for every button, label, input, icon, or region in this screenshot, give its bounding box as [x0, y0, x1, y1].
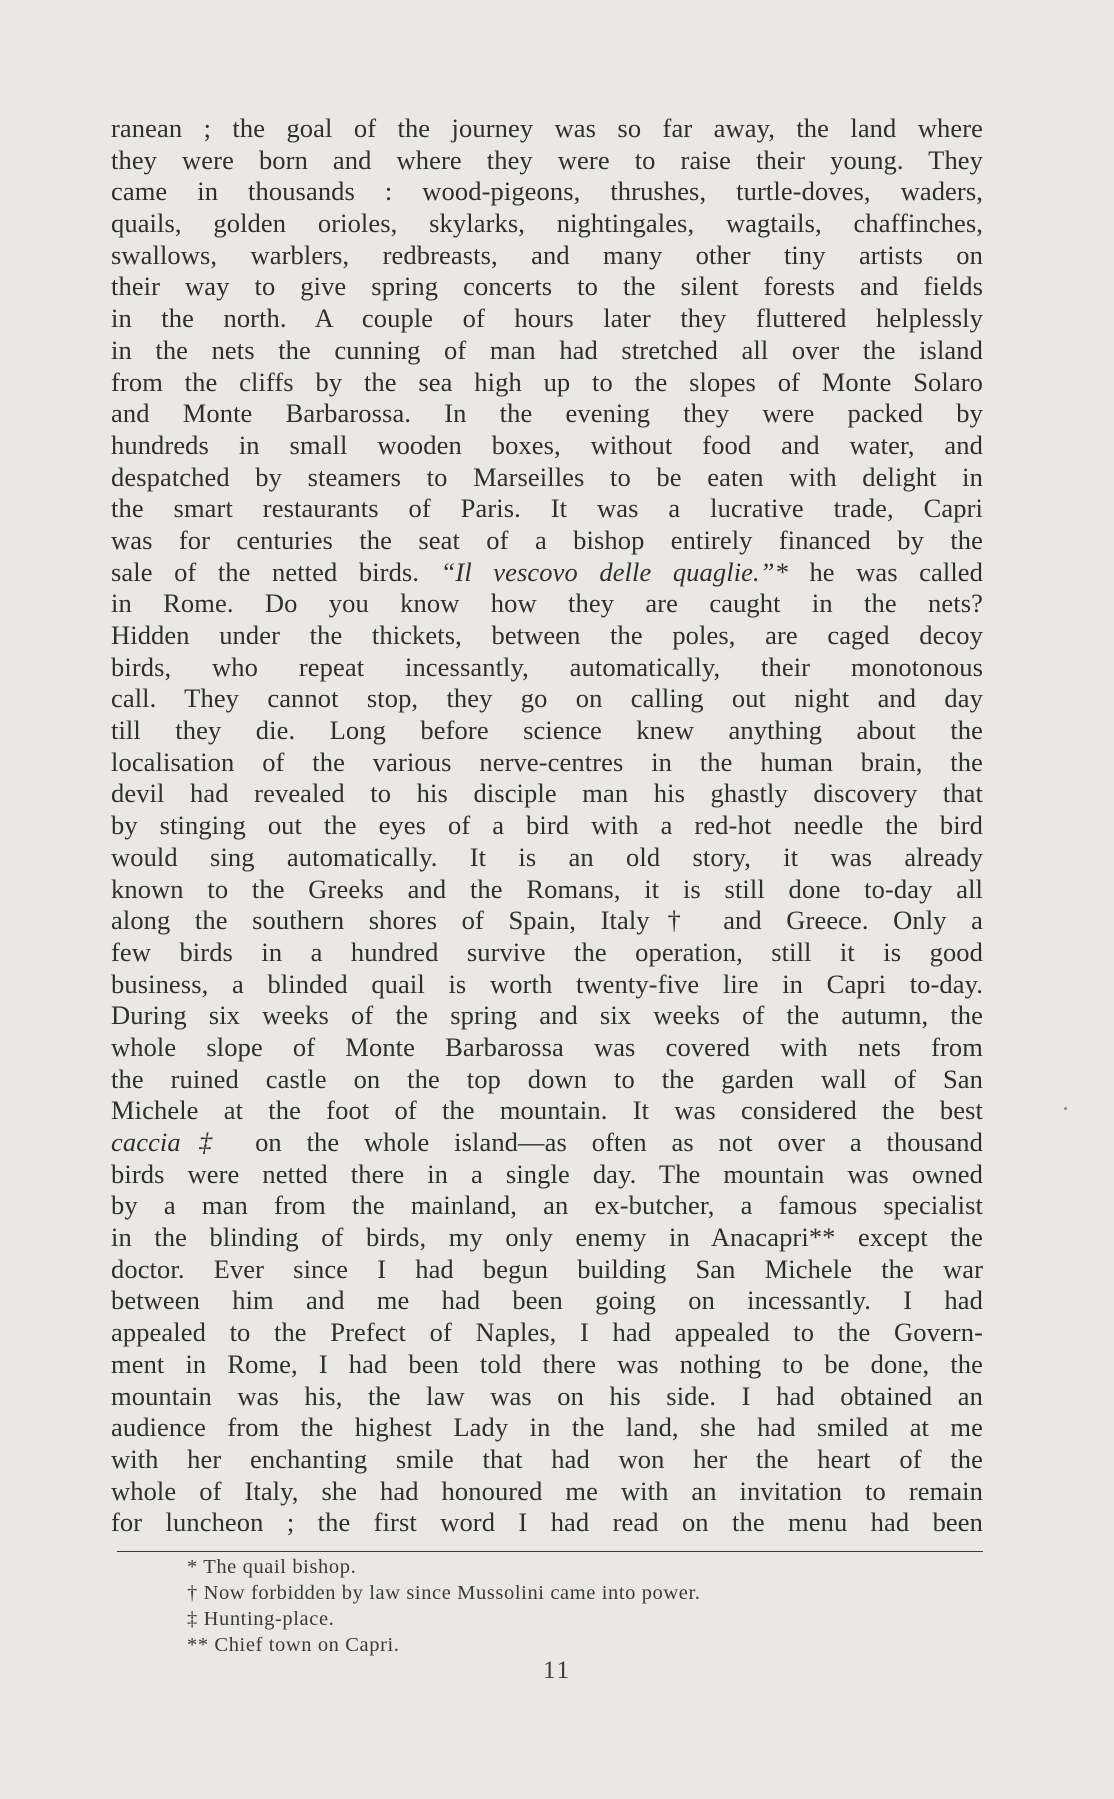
- text-fragment: he was called: [809, 556, 983, 587]
- italic-word: caccia‡: [111, 1127, 231, 1157]
- text-line: for luncheon ; the first word I had read on the menu had been: [111, 1507, 983, 1538]
- text-line: in the north. A couple of hours later they fluttered helplessly: [111, 303, 983, 334]
- text-line: their way to give spring concerts to the silent forests and fields: [111, 271, 983, 302]
- text-line: between him and me had been going on incessantly. I had: [111, 1285, 983, 1316]
- text-line: despatched by steamers to Marseilles to be eaten with delight in: [111, 461, 983, 492]
- text-line: few birds in a hundred survive the operation, still it is good: [111, 936, 983, 967]
- text-line: by a man from the mainland, an ex-butcher, a famous specialist: [111, 1190, 983, 1221]
- text-line: along the southern shores of Spain, Italy† and Greece. Only a: [111, 905, 983, 936]
- text-line: whole of Italy, she had honoured me with an invitation to remain: [111, 1475, 983, 1506]
- text-line: ranean ; the goal of the journey was so far away, the land where: [111, 113, 983, 143]
- footnote: ‡ Hunting-place.: [187, 1608, 335, 1630]
- text-fragment: on the whole island—as often as not over a thousand: [255, 1127, 983, 1157]
- page-number: 11: [542, 1657, 572, 1684]
- footnote: ** Chief town on Capri.: [187, 1634, 400, 1656]
- text-line: they were born and where they were to raise their young. They: [111, 144, 983, 175]
- text-line: would sing automatically. It is an old story, it was already: [111, 841, 983, 872]
- text-line: in the blinding of birds, my only enemy in Anacapri** except the: [111, 1222, 983, 1253]
- footnote-divider: [117, 1551, 983, 1552]
- text-line: till they die. Long before science knew anything about the: [111, 715, 983, 746]
- text-line: the smart restaurants of Paris. It was a lucrative trade, Capri: [111, 493, 983, 524]
- text-line: was for centuries the seat of a bishop entirely financed by the: [111, 524, 983, 555]
- paper-speck: [1064, 1107, 1067, 1110]
- text-line: quails, golden orioles, skylarks, nightingales, wagtails, chaffinches,: [111, 208, 983, 239]
- text-line: doctor. Ever since I had begun building San Michele the war: [111, 1253, 983, 1284]
- text-line: in Rome. Do you know how they are caught in the nets?: [111, 588, 983, 619]
- text-fragment: sale of the netted birds.: [111, 556, 420, 587]
- text-line: with her enchanting smile that had won her the heart of the: [111, 1443, 983, 1474]
- text-line: known to the Greeks and the Romans, it is still done to-day all: [111, 873, 983, 904]
- text-line: swallows, warblers, redbreasts, and many other tiny artists on: [111, 239, 983, 270]
- text-line-with-italic-quote: [111, 557, 983, 589]
- text-line: birds, who repeat incessantly, automatically, their monotonous: [111, 651, 983, 682]
- text-line: the ruined castle on the top down to the garden wall of San: [111, 1063, 983, 1094]
- text-line: During six weeks of the spring and six weeks of the autumn, the: [111, 1000, 983, 1031]
- text-line-with-italic-word: [111, 1127, 983, 1159]
- italic-quote: “Il vescovo delle quaglie.”*: [440, 556, 788, 587]
- text-line: whole slope of Monte Barbarossa was covered with nets from: [111, 1031, 983, 1062]
- text-line: mountain was his, the law was on his side. I had obtained an: [111, 1380, 983, 1411]
- footnote: † Now forbidden by law since Mussolini came into power.: [187, 1582, 701, 1604]
- text-line: devil had revealed to his disciple man his ghastly discovery that: [111, 778, 983, 809]
- text-line: by stinging out the eyes of a bird with a red-hot needle the bird: [111, 810, 983, 841]
- text-line: business, a blinded quail is worth twenty-five lire in Capri to-day.: [111, 968, 983, 999]
- text-line: hundreds in small wooden boxes, without food and water, and: [111, 429, 983, 460]
- text-line: from the cliffs by the sea high up to the slopes of Monte Solaro: [111, 366, 983, 397]
- footnote: * The quail bishop.: [187, 1556, 357, 1578]
- text-line: birds were netted there in a single day. The mountain was owned: [111, 1158, 983, 1189]
- text-line: in the nets the cunning of man had stretched all over the island: [111, 334, 983, 365]
- text-line: and Monte Barbarossa. In the evening they were packed by: [111, 398, 983, 429]
- text-line: audience from the highest Lady in the land, she had smiled at me: [111, 1412, 983, 1443]
- text-line: appealed to the Prefect of Naples, I had appealed to the Govern-: [111, 1317, 983, 1348]
- text-line: came in thousands : wood-pigeons, thrushes, turtle-doves, waders,: [111, 176, 983, 207]
- text-line: localisation of the various nerve-centres in the human brain, the: [111, 746, 983, 777]
- text-line: Hidden under the thickets, between the poles, are caged decoy: [111, 620, 983, 650]
- body-text: [111, 113, 983, 1539]
- text-line: Michele at the foot of the mountain. It was considered the best: [111, 1095, 983, 1126]
- text-line: call. They cannot stop, they go on calling out night and day: [111, 683, 983, 714]
- footnotes: [187, 1554, 967, 1658]
- text-line: ment in Rome, I had been told there was nothing to be done, the: [111, 1348, 983, 1379]
